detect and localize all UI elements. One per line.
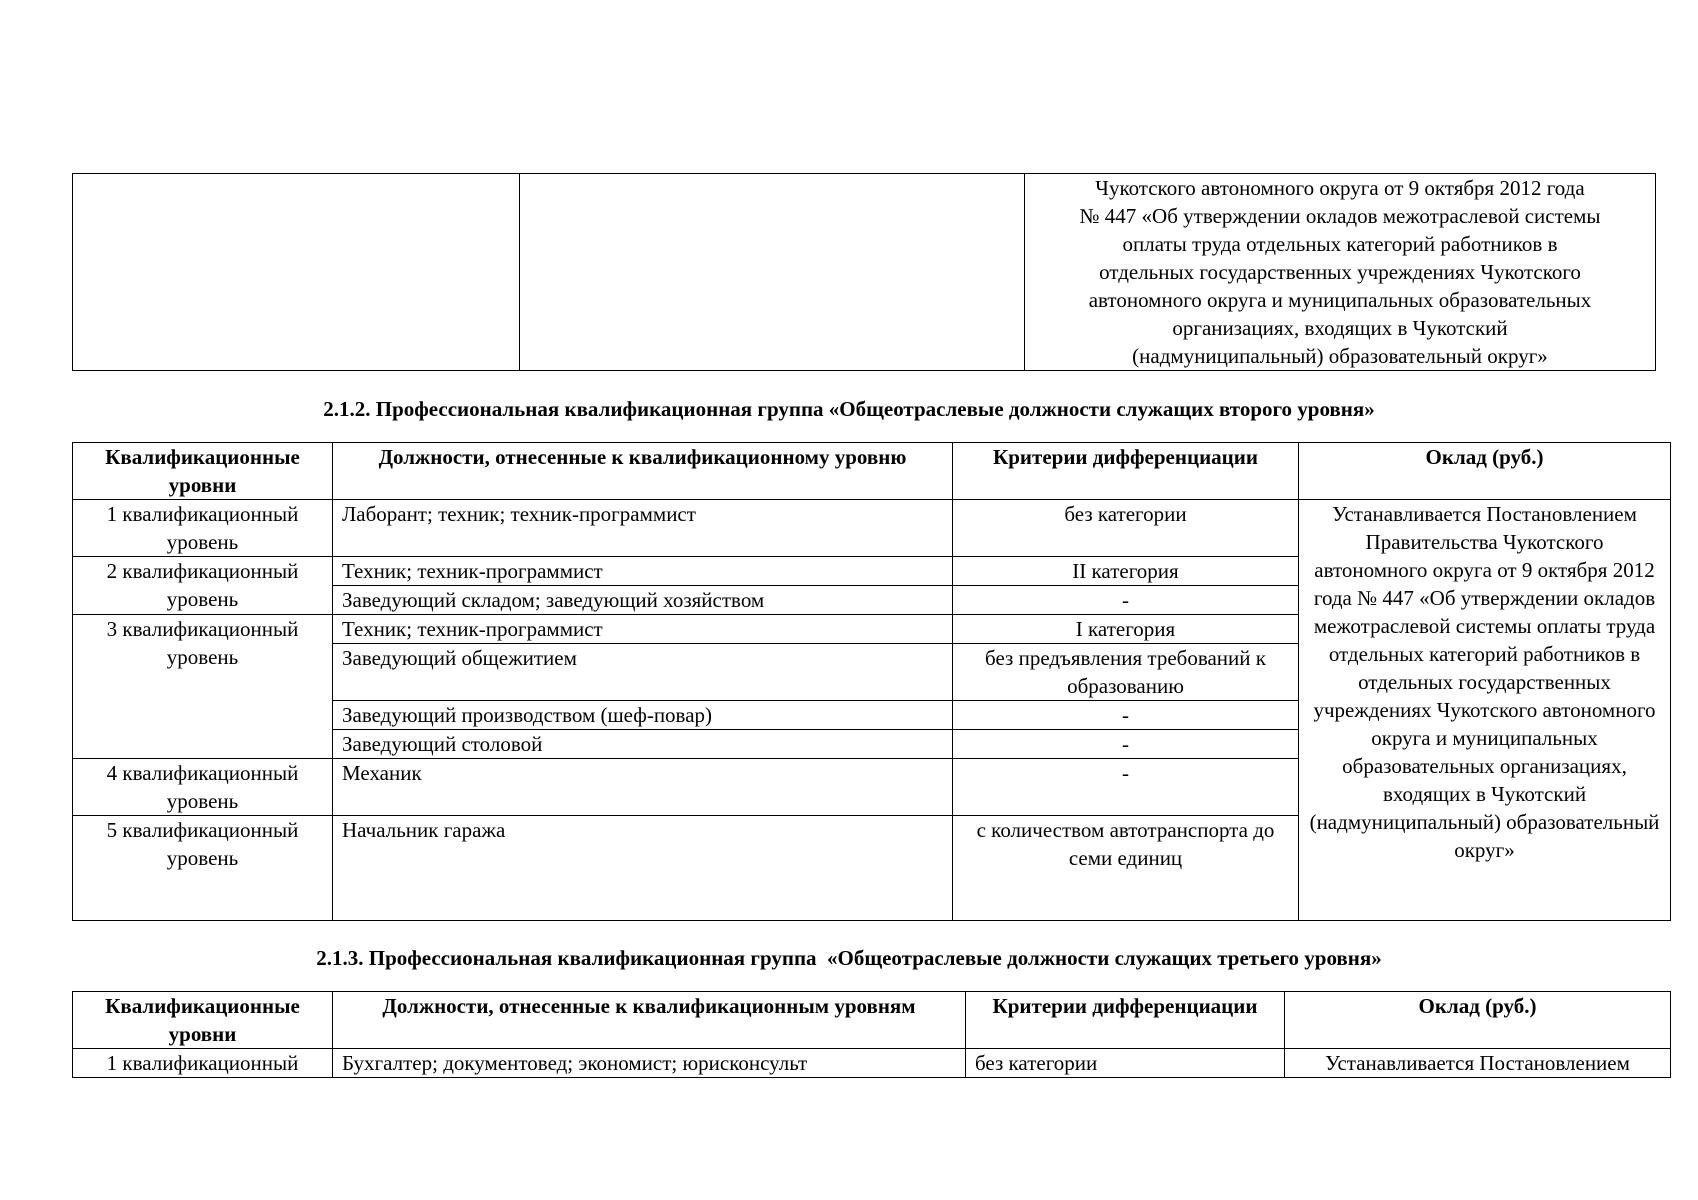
position-cell: Механик <box>333 759 953 816</box>
header-positions: Должности, отнесенные к квалификационному уровню <box>333 443 953 500</box>
continuation-table <box>72 173 1656 371</box>
section-heading-2-1-3: 2.1.3. Профессиональная квалификационная группа «Общеотраслевые должности служащих третьего уровня» <box>316 946 1382 970</box>
header-salary: Оклад (руб.) <box>1285 992 1671 1049</box>
header-levels: Квалификационные уровни <box>73 443 333 500</box>
criteria-cell: - <box>953 701 1299 730</box>
position-cell: Начальник гаража <box>333 816 953 921</box>
criteria-cell: - <box>953 759 1299 816</box>
criteria-cell: без предъявления требований к образованию <box>953 644 1299 701</box>
qualification-table-2-1-2 <box>72 442 1671 921</box>
table-row <box>73 1049 1671 1078</box>
criteria-cell: - <box>953 730 1299 759</box>
empty-cell <box>520 174 1025 371</box>
level-cell: 3 квалификационный уровень <box>73 615 333 759</box>
criteria-cell: без категории <box>966 1049 1285 1078</box>
salary-cell: Устанавливается Постановлением <box>1285 1049 1671 1078</box>
position-cell: Заведующий столовой <box>333 730 953 759</box>
criteria-cell: - <box>953 586 1299 615</box>
salary-reference-text: Чукотского автономного округа от 9 октября 2012 года № 447 «Об утверждении окладов межотраслевой системы оплаты труда отдельных категорий работников в отдельных государственных учреждениях Чукотского автономного округа и муниципальных образовательных организациях, входящих в Чукотский (надмуниципальный) образовательный округ» <box>1025 174 1656 371</box>
table-row <box>73 500 1671 557</box>
level-cell: 5 квалификационный уровень <box>73 816 333 921</box>
position-cell: Заведующий общежитием <box>333 644 953 701</box>
position-cell: Заведующий производством (шеф-повар) <box>333 701 953 730</box>
level-cell: 2 квалификационный уровень <box>73 557 333 615</box>
position-cell: Техник; техник-программист <box>333 615 953 644</box>
table-header-row <box>73 992 1671 1049</box>
criteria-cell: I категория <box>953 615 1299 644</box>
level-cell: 4 квалификационный уровень <box>73 759 333 816</box>
position-cell: Лаборант; техник; техник-программист <box>333 500 953 557</box>
position-cell: Техник; техник-программист <box>333 557 953 586</box>
criteria-cell: с количеством автотранспорта до семи единиц <box>953 816 1299 921</box>
position-cell: Бухгалтер; документовед; экономист; юрисконсульт <box>333 1049 966 1078</box>
position-cell: Заведующий складом; заведующий хозяйством <box>333 586 953 615</box>
empty-cell <box>73 174 520 371</box>
qualification-table-2-1-3 <box>72 991 1671 1078</box>
header-criteria: Критерии дифференциации <box>953 443 1299 500</box>
header-salary: Оклад (руб.) <box>1299 443 1671 500</box>
section-heading-2-1-2: 2.1.2. Профессиональная квалификационная группа «Общеотраслевые должности служащих второго уровня» <box>323 397 1375 421</box>
table-header-row <box>73 443 1671 500</box>
level-cell: 1 квалификационный <box>73 1049 333 1078</box>
level-cell: 1 квалификационный уровень <box>73 500 333 557</box>
header-criteria: Критерии дифференциации <box>966 992 1285 1049</box>
header-positions: Должности, отнесенные к квалификационным уровням <box>333 992 966 1049</box>
salary-cell: Устанавливается Постановлением Правительства Чукотского автономного округа от 9 октября 2012 года № 447 «Об утверждении окладов межотраслевой системы оплаты труда отдельных категорий работников в отдельных государственных учреждениях Чукотского автономного округа и муниципальных образовательных организациях, входящих в Чукотский (надмуниципальный) образовательный округ» <box>1299 500 1671 921</box>
header-levels: Квалификационные уровни <box>73 992 333 1049</box>
criteria-cell: II категория <box>953 557 1299 586</box>
criteria-cell: без категории <box>953 500 1299 557</box>
